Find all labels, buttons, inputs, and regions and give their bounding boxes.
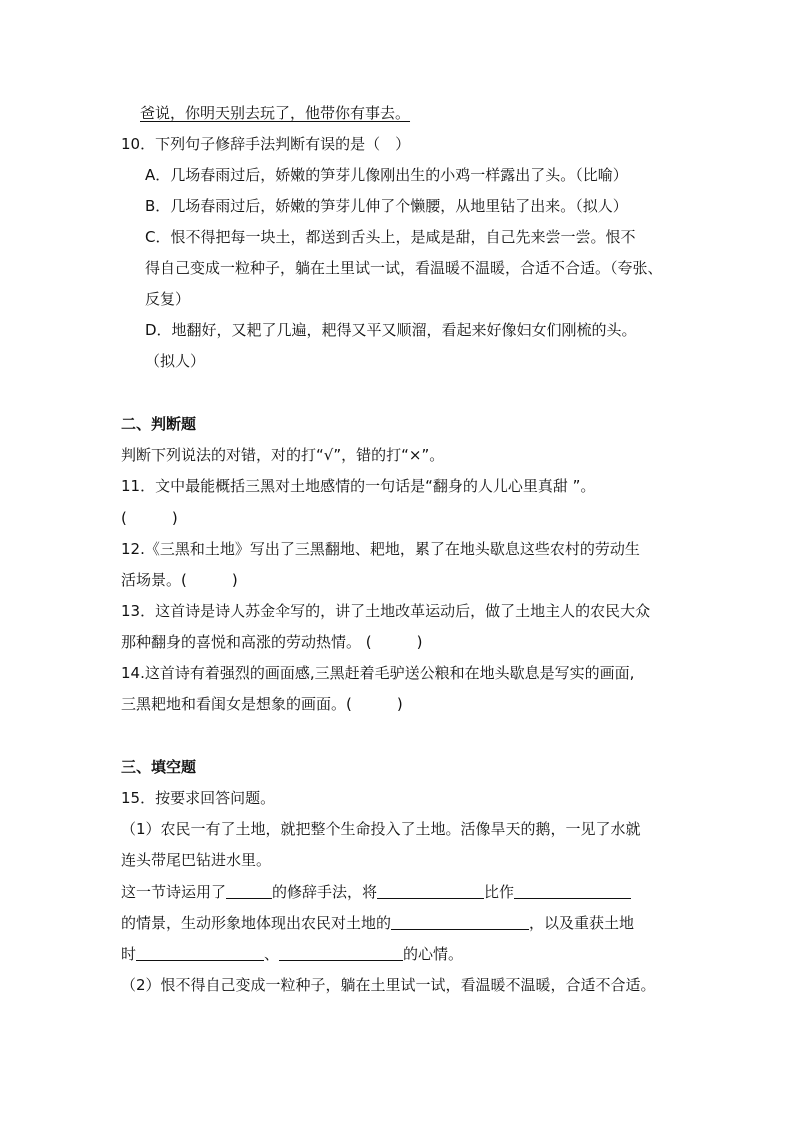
fill-line-2 — [121, 912, 634, 934]
q12-line2: 活场景。( ) — [121, 571, 238, 589]
fill-text: 的情景，生动形象地体现出农民对土地的 — [121, 914, 392, 932]
section-2-title: 二、判断题 — [121, 415, 197, 433]
q13-line1: 13．这首诗是诗人苏金伞写的，讲了土地改革运动后，做了土地主人的农民大众 — [121, 602, 651, 620]
q10-option-c-line2: 得自己变成一粒种子，躺在土里试一试，看温暖不温暖，合适不合适。（夸张、 — [145, 259, 663, 277]
q10-option-c-line1: C．恨不得把每一块土，都送到舌头上，是咸是甜，自己先来尝一尝。恨不 — [145, 228, 636, 246]
fill-line-1 — [121, 881, 631, 903]
q9-tail: 爸说，你明天别去玩了，他带你有事去。 — [140, 104, 411, 122]
answer-blank[interactable] — [377, 883, 484, 899]
answer-blank[interactable] — [226, 883, 272, 899]
q10-option-a: A．几场春雨过后，娇嫩的笋芽儿像刚出生的小鸡一样露出了头。（比喻） — [145, 166, 628, 184]
fill-line-3 — [121, 943, 463, 965]
q14-line2: 三黑耙地和看闺女是想象的画面。( ) — [121, 695, 403, 713]
answer-blank[interactable] — [136, 945, 264, 961]
q15-part1-line1: （1）农民一有了土地，就把整个生命投入了土地。活像旱天的鹅，一见了水就 — [121, 820, 641, 838]
fill-text: 、 — [264, 945, 280, 963]
q10-option-c-line3: 反复） — [145, 290, 191, 308]
q11-line2: ( ) — [121, 509, 178, 527]
q13-line2: 那种翻身的喜悦和高涨的劳动热情。 ( ) — [121, 633, 423, 651]
fill-text: 的心情。 — [403, 945, 464, 963]
fill-text: 这一节诗运用了 — [121, 883, 227, 901]
fill-text: ，以及重获土地 — [529, 914, 635, 932]
section-2-instruction: 判断下列说法的对错，对的打“√”，错的打“×”。 — [121, 446, 445, 464]
answer-blank[interactable] — [391, 914, 529, 930]
q15-part1-line2: 连头带尾巴钻进水里。 — [121, 851, 272, 869]
answer-blank[interactable] — [514, 883, 631, 899]
q14-line1: 14.这首诗有着强烈的画面感,三黑赶着毛驴送公粮和在地头歇息是写实的画面, — [121, 664, 635, 682]
q10-option-b: B．几场春雨过后，娇嫩的笋芽儿伸了个懒腰，从地里钻了出来。（拟人） — [145, 197, 628, 215]
q10-stem: 10．下列句子修辞手法判断有误的是（ ） — [121, 135, 411, 153]
q11-line1: 11．文中最能概括三黑对土地感情的一句话是“翻身的人儿心里真甜 ”。 — [121, 477, 596, 495]
fill-text: 的修辞手法，将 — [272, 883, 378, 901]
q10-option-d-line2: （拟人） — [145, 352, 206, 370]
q12-line1: 12.《三黑和土地》写出了三黑翻地、耙地，累了在地头歇息这些农村的劳动生 — [121, 540, 640, 558]
q10-option-d-line1: D．地翻好，又耙了几遍，耙得又平又顺溜，看起来好像妇女们刚梳的头。 — [145, 321, 637, 339]
answer-blank[interactable] — [279, 945, 403, 961]
q15-stem: 15．按要求回答问题。 — [121, 789, 276, 807]
fill-text: 比作 — [484, 883, 515, 901]
fill-text: 时 — [121, 945, 137, 963]
section-3-title: 三、填空题 — [121, 758, 197, 776]
q15-part2-line1: （2）恨不得自己变成一粒种子，躺在土里试一试，看温暖不温暖，合适不合适。 — [121, 976, 656, 994]
